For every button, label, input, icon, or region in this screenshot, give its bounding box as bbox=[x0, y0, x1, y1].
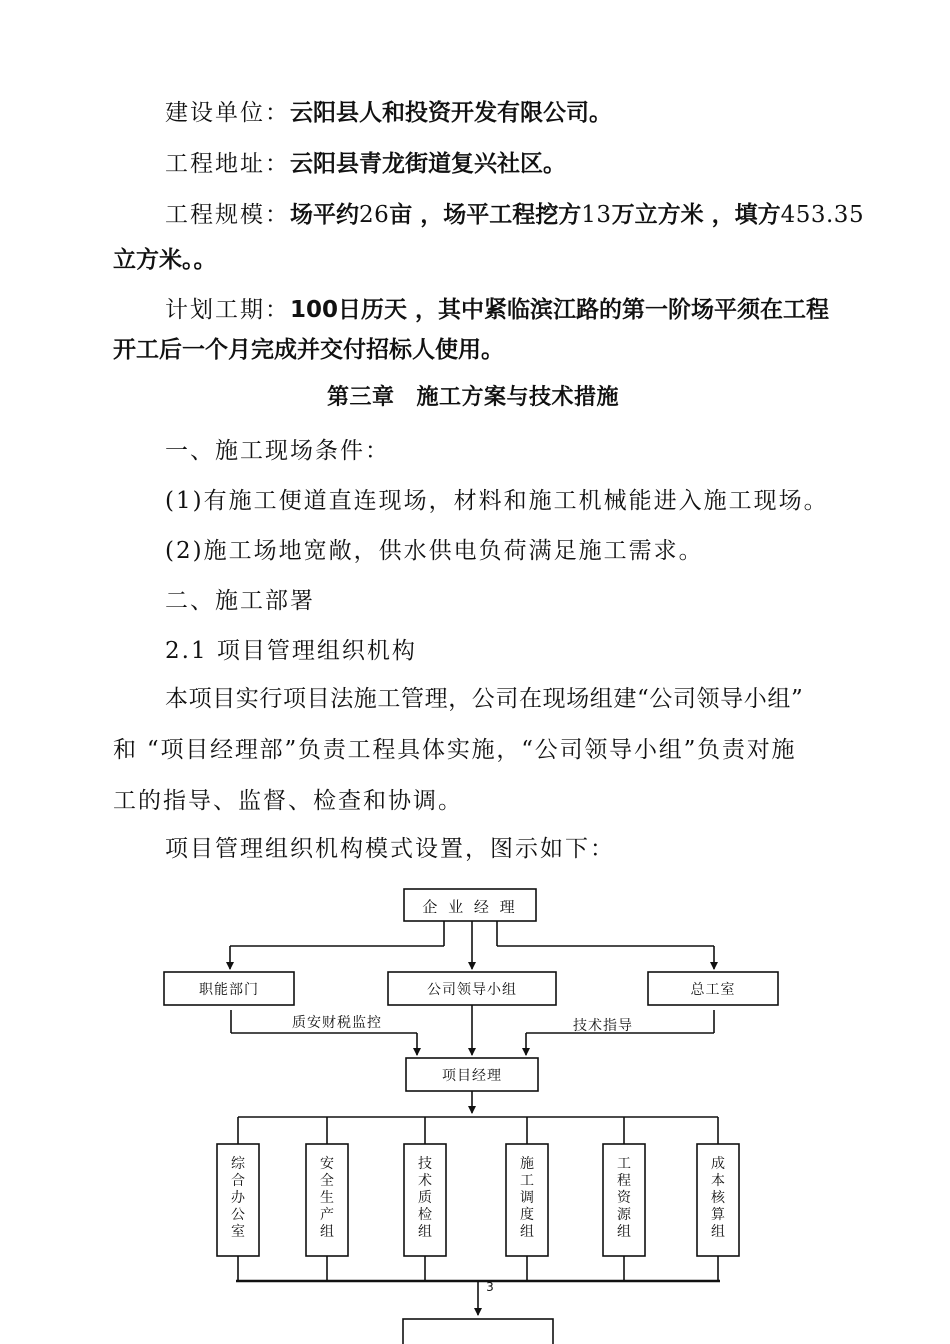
section-1-item-1: (1)有施工便道直连现场，材料和施工机械能进入施工现场。 bbox=[165, 488, 829, 514]
page-number: 3 bbox=[486, 1280, 494, 1294]
scale-label: 工程规模： bbox=[165, 202, 290, 228]
period-value: 100日历天 ，其中紧临滨江路的第一阶场平须在工程 bbox=[290, 297, 830, 323]
org-level2-label-3: 总工室 bbox=[690, 982, 736, 998]
chart-intro: 项目管理组织机构模式设置，图示如下： bbox=[165, 836, 615, 862]
org-group-label-1: 综合办公室 bbox=[231, 1156, 245, 1240]
builder-value: 云阳县人和投资开发有限公司。 bbox=[290, 100, 612, 126]
scale-text-1: 场平约 bbox=[290, 202, 359, 228]
address-label: 工程地址： bbox=[165, 151, 290, 177]
builder-label: 建设单位： bbox=[165, 100, 290, 126]
scale-text-2: 亩 ，场平工程挖方 bbox=[389, 202, 582, 228]
org-group-label-6: 成本核算组 bbox=[711, 1156, 725, 1240]
paragraph-line-1: 本项目实行项目法施工管理，公司在现场组建“公司领导小组” bbox=[165, 686, 804, 712]
org-group-label-2: 安全生产组 bbox=[320, 1156, 334, 1240]
section-2-title: 二、施工部署 bbox=[165, 588, 315, 614]
scale-number-2: 13 bbox=[581, 202, 612, 228]
chapter-number: 第三章 bbox=[327, 385, 395, 410]
section-1-item-2: (2)施工场地宽敞，供水供电负荷满足施工需求。 bbox=[165, 538, 704, 564]
period-line-2: 开工后一个月完成并交付招标人使用。 bbox=[113, 337, 504, 363]
org-group-label-4: 施工调度组 bbox=[520, 1156, 534, 1240]
org-manager-label: 项目经理 bbox=[442, 1068, 502, 1084]
org-group-label-3: 技术质检组 bbox=[418, 1156, 432, 1240]
chapter-title: 施工方案与技术措施 bbox=[416, 385, 620, 410]
period-label: 计划工期： bbox=[165, 297, 290, 323]
org-level2-label-1: 职能部门 bbox=[199, 982, 259, 998]
section-2-1-title: 2.1 项目管理组织机构 bbox=[165, 638, 417, 664]
section-1-title: 一、施工现场条件： bbox=[165, 438, 390, 464]
scale-number-1: 26 bbox=[359, 202, 390, 228]
org-group-label-5: 工程资源组 bbox=[617, 1156, 631, 1240]
scale-number-3: 453.35 bbox=[780, 202, 865, 228]
org-level2-label-2: 公司领导小组 bbox=[427, 982, 517, 998]
address-value: 云阳县青龙街道复兴社区。 bbox=[290, 151, 566, 177]
org-edge-left-label: 质安财税监控 bbox=[292, 1015, 382, 1031]
scale-line-2: 立方米。。 bbox=[113, 247, 217, 273]
paragraph-line-2: 和 “项目经理部”负责工程具体实施，“公司领导小组”负责对施 bbox=[113, 737, 797, 763]
paragraph-line-3: 工的指导、监督、检查和协调。 bbox=[113, 788, 463, 814]
org-top-label: 企 业 经 理 bbox=[422, 898, 518, 916]
org-box-bottom bbox=[403, 1319, 553, 1344]
scale-text-3: 万立方米 ，填方 bbox=[611, 202, 781, 228]
org-edge-right-label: 技术指导 bbox=[573, 1018, 633, 1034]
